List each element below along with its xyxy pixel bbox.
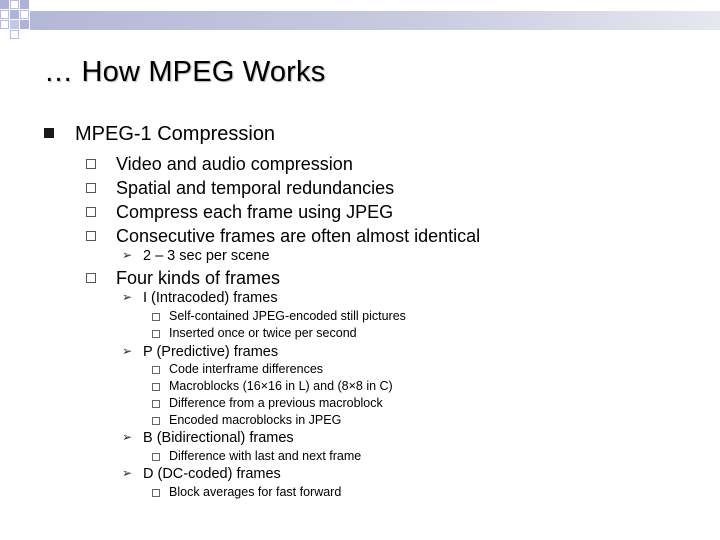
bullet-text: Self-contained JPEG-encoded still pictures (169, 309, 406, 323)
bullet-text: Difference from a previous macroblock (169, 396, 383, 410)
arrowhead-bullet-icon: ➢ (122, 430, 133, 444)
filled-square-bullet-icon (44, 128, 54, 138)
hollow-square-bullet-icon (86, 231, 96, 241)
bullet-text: Video and audio compression (116, 154, 353, 174)
small-hollow-square-bullet-icon (152, 453, 160, 461)
hollow-square-bullet-icon (86, 207, 96, 217)
checker-square (20, 20, 29, 29)
hollow-square-bullet-icon (86, 159, 96, 169)
bullet-text: Block averages for fast forward (169, 485, 342, 499)
checker-square (20, 10, 29, 19)
arrowhead-bullet-icon: ➢ (122, 344, 133, 358)
checkered-header-decoration (0, 0, 720, 50)
checker-square (20, 0, 29, 9)
bullet-text: Encoded macroblocks in JPEG (169, 413, 342, 427)
bullet-text: Compress each frame using JPEG (116, 202, 394, 222)
arrowhead-bullet-icon: ➢ (122, 248, 133, 262)
checker-square (10, 30, 19, 39)
checker-square (10, 20, 19, 29)
header-gradient-band (30, 11, 720, 30)
bullet-text: MPEG-1 Compression (75, 123, 276, 145)
bullet-text: Inserted once or twice per second (169, 326, 357, 340)
frame-type-label: B (Bidirectional) frames (143, 430, 294, 446)
small-hollow-square-bullet-icon (152, 366, 160, 374)
small-hollow-square-bullet-icon (152, 417, 160, 425)
checker-square (10, 0, 19, 9)
bullet-text: Spatial and temporal redundancies (116, 178, 395, 198)
slide-title: … How MPEG Works (44, 56, 326, 88)
checker-square (0, 20, 9, 29)
frame-type-label: D (DC-coded) frames (143, 466, 281, 482)
small-hollow-square-bullet-icon (152, 330, 160, 338)
bullet-text: Macroblocks (16×16 in L) and (8×8 in C) (169, 379, 393, 393)
checker-square (0, 0, 9, 9)
hollow-square-bullet-icon (86, 273, 96, 283)
arrowhead-bullet-icon: ➢ (122, 290, 133, 304)
frame-type-label: P (Predictive) frames (143, 344, 279, 360)
arrowhead-bullet-icon: ➢ (122, 466, 133, 480)
bullet-text: Consecutive frames are often almost identical (116, 226, 481, 246)
hollow-square-bullet-icon (86, 183, 96, 193)
bullet-text: 2 – 3 sec per scene (143, 248, 270, 264)
small-hollow-square-bullet-icon (152, 400, 160, 408)
small-hollow-square-bullet-icon (152, 313, 160, 321)
checker-square (10, 10, 19, 19)
frame-type-label: I (Intracoded) frames (143, 290, 278, 306)
bullet-text: Difference with last and next frame (169, 449, 362, 463)
bullet-text: Code interframe differences (169, 362, 324, 376)
small-hollow-square-bullet-icon (152, 489, 160, 497)
small-hollow-square-bullet-icon (152, 383, 160, 391)
bullet-text: Four kinds of frames (116, 268, 281, 288)
checker-square (0, 10, 9, 19)
